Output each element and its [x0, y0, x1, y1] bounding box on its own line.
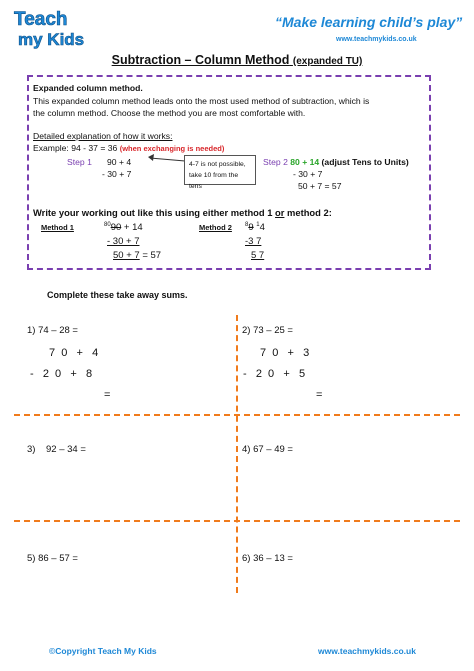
- slogan: “Make learning child’s play”: [275, 14, 463, 30]
- method1-rest: + 14: [121, 222, 143, 234]
- step2-row2: - 30 + 7: [293, 169, 323, 179]
- problem-5-label: 5) 86 – 57 =: [27, 553, 78, 564]
- title-sub: (expanded TU): [292, 56, 363, 67]
- problem-3-label: 3) 92 – 34 =: [27, 444, 86, 455]
- explain-heading: Expanded column method.: [33, 83, 143, 93]
- problem-4-label: 4) 67 – 49 =: [242, 444, 293, 455]
- header-website: www.teachmykids.co.uk: [336, 36, 417, 43]
- step1-row1: 90 + 4: [107, 157, 132, 167]
- example-note: (when exchanging is needed): [119, 144, 225, 153]
- logo-line2: my Kids: [18, 30, 85, 49]
- problem-1-row1: 7 0 + 4: [49, 347, 99, 359]
- method1-struck: 90: [110, 222, 122, 234]
- method-instruction: [33, 207, 332, 218]
- method1-row3-text: 50 + 7: [113, 250, 140, 261]
- step2-note: (adjust Tens to Units): [319, 157, 409, 167]
- example-prefix: Example: 94 - 37 = 36: [33, 143, 118, 153]
- instruction-or: or: [275, 207, 285, 218]
- footer-website: www.teachmykids.co.uk: [318, 646, 416, 656]
- method1-row3: [113, 250, 161, 261]
- callout-arrow: [148, 152, 188, 166]
- problem-2-row1: 7 0 + 3: [260, 347, 310, 359]
- teach-my-kids-logo: [10, 6, 98, 50]
- step2-tens: 80: [290, 157, 300, 167]
- worksheet-instruction: Complete these take away sums.: [47, 290, 188, 300]
- problem-2-row2: - 2 0 + 5: [243, 368, 306, 380]
- step2-label: Step 2: [263, 157, 288, 167]
- method1-row1: [104, 222, 143, 233]
- step2-plus: +: [299, 157, 310, 167]
- method2-label: Method 2: [199, 223, 232, 232]
- callout-box: [184, 155, 256, 190]
- callout-line2: take 10 from the tens: [189, 172, 239, 190]
- method1-label: Method 1: [41, 223, 74, 232]
- method2-struck: 9: [248, 222, 254, 234]
- explain-line2: the column method. Choose the method you are most comfortable with.: [33, 108, 306, 118]
- method2-row3: [251, 250, 264, 261]
- title-main: Subtraction – Column Method: [111, 53, 290, 67]
- method2-row2: [245, 236, 261, 247]
- method2-units: 4: [259, 222, 265, 234]
- step1-row2: - 30 + 7: [102, 169, 132, 179]
- example-line: [33, 143, 224, 153]
- method1-row2-text: - 30 + 7: [107, 236, 140, 247]
- divider-vertical: [236, 315, 238, 593]
- explain-line1: This expanded column method leads onto the most used method of subtraction, which is: [33, 96, 370, 106]
- problem-6-label: 6) 36 – 13 =: [242, 553, 293, 564]
- logo-line1: Teach: [14, 9, 68, 30]
- method2-row2-text: -3 7: [245, 236, 262, 247]
- instruction-post: method 2:: [284, 207, 332, 218]
- footer-copyright: ©Copyright Teach My Kids: [49, 646, 157, 656]
- step1-label: Step 1: [67, 157, 92, 167]
- step2-line: [263, 157, 409, 167]
- problem-2-label: 2) 73 – 25 =: [242, 325, 293, 336]
- method2-row3-text: 5 7: [251, 250, 265, 261]
- method1-row2: [107, 236, 139, 247]
- instruction-pre: Write your working out like this using either method 1: [33, 207, 276, 218]
- problem-2-equals: =: [316, 389, 323, 401]
- step2-units: 14: [309, 157, 320, 167]
- problem-1-row2: - 2 0 + 8: [30, 368, 93, 380]
- method2-row1: [245, 222, 265, 233]
- method1-exchange: 80: [104, 222, 111, 228]
- problem-1-equals: =: [104, 389, 111, 401]
- step2-row3: 50 + 7 = 57: [298, 181, 342, 191]
- method2-exchange-tens: 8: [245, 222, 249, 228]
- callout-line1: 4-7 is not possible,: [189, 161, 246, 168]
- page-title: [0, 53, 474, 67]
- method1-result: = 57: [139, 250, 162, 261]
- method2-exchange-units: 1: [256, 222, 260, 228]
- problem-1-label: 1) 74 – 28 =: [27, 325, 78, 336]
- detail-heading: Detailed explanation of how it works:: [33, 131, 173, 141]
